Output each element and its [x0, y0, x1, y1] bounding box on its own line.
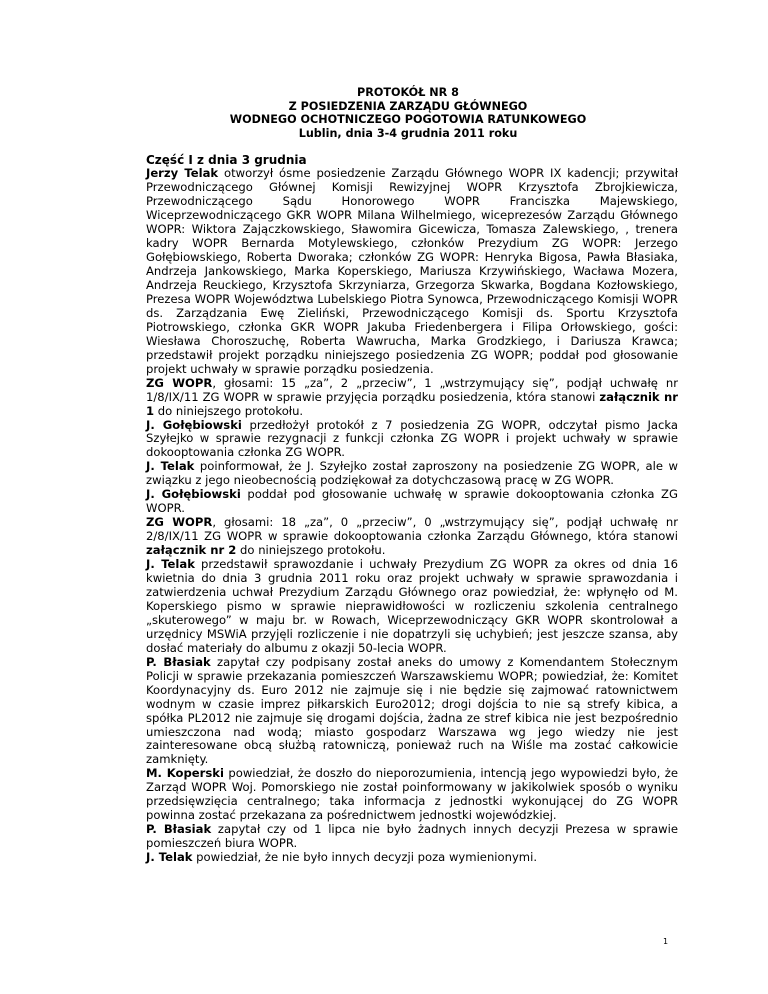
paragraph-2 — [146, 377, 678, 419]
speaker: J. Telak — [146, 557, 195, 572]
speaker: J. Gołębiowski — [146, 417, 242, 432]
title-block — [138, 86, 678, 140]
title-line-3: WODNEGO OCHOTNICZEGO POGOTOWIA RATUNKOWEGO — [229, 113, 587, 127]
paragraph-6 — [146, 516, 678, 558]
paragraph-3 — [146, 419, 678, 461]
speaker: ZG WOPR — [146, 375, 213, 390]
minutes-body — [146, 167, 678, 865]
speaker: ZG WOPR — [146, 515, 213, 530]
title-line-1: PROTOKÓŁ NR 8 — [357, 86, 459, 99]
paragraph-text: przedstawił sprawozdanie i uchwały Prezydium ZG WOPR za okres od dnia 16 kwietnia do dnia 3 grudnia 2011 roku oraz projekt uchwały w sprawie sprawozdania i zatwierdzenia uchwał Prezydium Zarządu Głównego oraz powiedział, że: wpłynęło od M. Koperskiego pismo w sprawie nieprawidłowości w rozliczeniu szkolenia centralnego „skuterowego” w maju br. w Rowach, Wiceprzewodniczący GKR WOPR skontrolował a urzędnicy MSWiA przyjęli rozliczenie i nie dopatrzyli się uchybień; jest jeszcze szansa, aby dosłać materiały do albumu z okazji 50-lecia WOPR. — [146, 557, 678, 655]
paragraph-text: otworzył ósme posiedzenie Zarządu Głównego WOPR IX kadencji; przywitał Przewodniczącego Głównej Komisji Rewizyjnej WOPR Krzysztofa Zbrojkiewicza, Przewodniczącego Sądu Honorowego WOPR Franciszka Majewskiego, Wiceprzewodniczącego GKR WOPR Milana Wilhelmiego, wiceprezesów Zarządu Głównego WOPR: Wiktora Zajączkowskiego, Sławomira Gicewicza, Tomasza Zalewskiego, , trenera kadry WOPR Bernarda Motylewskiego, członków Prezydium ZG WOPR: Jerzego Gołębiowskiego, Roberta Dworaka; członków ZG WOPR: Henryka Bigosa, Pawła Błasiaka, Andrzeja Jankowskiego, Marka Koperskiego, Mariusza Krzywińskiego, Wacława Mozera, Andrzeja Reuckiego, Krzysztofa Skrzyniarza, Grzegorza Skwarka, Bogdana Kozłowskiego, Prezesa WOPR Województwa Lubelskiego Piotra Synowca, Przewodniczącego Komisji WOPR ds. Zarządzania Ewę Zieliński, Przewodniczącego Komisji ds. Sportu Krzysztofa Piotrowskiego, członka GKR WOPR Jakuba Friedenbergera i Filipa Orłowskiego, gości: Wiesława Choroszuchę, Roberta Wawrucha, Marka Grodzkiego, i Dariusza Krawca; przedstawił projekt porządku niniejszego posiedzenia ZG WOPR; poddał pod głosowanie projekt uchwały w sprawie porządku posiedzenia. — [146, 166, 678, 376]
paragraph-text: powiedział, że nie było innych decyzji poza wymienionymi. — [192, 850, 538, 865]
speaker: J. Telak — [146, 850, 193, 865]
paragraph-text: zapytał czy od 1 lipca nie było żadnych innych decyzji Prezesa w sprawie pomieszczeń biura WOPR. — [146, 822, 678, 851]
paragraph-text: poddał pod głosowanie uchwałę w sprawie dokooptowania członka ZG WOPR. — [146, 487, 678, 516]
paragraph-tail: do niniejszego protokołu. — [236, 543, 386, 558]
paragraph-text: , głosami: 18 „za”, 0 „przeciw”, 0 „wstrzymujący się”, podjął uchwałę nr 2/8/IX/11 ZG WOPR w sprawie dokooptowania członka Zarządu Głównego, która stanowi — [146, 515, 678, 544]
paragraph-text: poinformował, że J. Szyłejko został zaproszony na posiedzenie ZG WOPR, ale w związku z jego nieobecnością podziękował za dotychczasową pracę w ZG WOPR. — [146, 459, 678, 488]
paragraph-4 — [146, 460, 678, 488]
speaker: Jerzy Telak — [146, 166, 219, 181]
attachment-ref: załącznik nr 1 — [146, 389, 678, 418]
paragraph-text: przedłożył protokół z 7 posiedzenia ZG WOPR, odczytał pismo Jacka Szyłejko w sprawie rezygnacji z funkcji członka ZG WOPR i projekt uchwały w sprawie dokooptowania członka ZG WOPR. — [146, 417, 679, 460]
page-number: 1 — [663, 937, 669, 946]
speaker: P. Błasiak — [146, 654, 211, 669]
paragraph-5 — [146, 488, 678, 516]
title-line-2: Z POSIEDZENIA ZARZĄDU GŁÓWNEGO — [288, 99, 528, 113]
speaker: P. Błasiak — [146, 822, 212, 837]
section-heading: Część I z dnia 3 grudnia — [146, 153, 307, 168]
paragraph-text: , głosami: 15 „za”, 2 „przeciw”, 1 „wstrzymujący się”, podjął uchwałę nr 1/8/IX/11 ZG WOPR w sprawie przyjęcia porządku posiedzenia, która stanowi — [146, 375, 678, 404]
speaker: M. Koperski — [146, 766, 224, 781]
paragraph-10 — [146, 823, 678, 851]
speaker: J. Gołębiowski — [146, 487, 241, 502]
paragraph-text: zapytał czy podpisany został aneks do umowy z Komendantem Stołecznym Policji w sprawie przekazania pomieszczeń Warszawskiemu WOPR; powiedział, że: Komitet Koordynacyjny ds. Euro 2012 nie zajmuje się i nie będzie się zajmować ratownictwem wodnym w czasie imprez piłkarskich Euro2012; drogi dojścia to nie są strefy kibica, a spółka PL2012 nie zajmuje się drogami dojścia, żadna ze stref kibica nie jest bezpośrednio umieszczona nad wodą; miasto gospodarz Warszawa wg jego wiedzy nie jest zainteresowane obcą służbą ratowniczą, ponieważ ruch na Wiśle ma zostać całkowicie zamknięty. — [146, 654, 678, 767]
title-line-4: Lublin, dnia 3-4 grudnia 2011 roku — [298, 126, 518, 140]
paragraph-7 — [146, 558, 678, 656]
paragraph-11 — [146, 851, 678, 865]
attachment-ref: załącznik nr 2 — [146, 543, 237, 558]
speaker: J. Telak — [146, 459, 195, 474]
paragraph-9 — [146, 767, 678, 823]
paragraph-8 — [146, 656, 678, 768]
paragraph-tail: do niniejszego protokołu. — [154, 403, 304, 418]
paragraph-text: powiedział, że doszło do nieporozumienia, intencją jego wypowiedzi było, że Zarząd WOPR Woj. Pomorskiego nie został poinformowany w jakikolwiek sposób o wyniku przedsięwzięcia centralnego; taka informacja z jednostki wykonującej do ZG WOPR powinna zostać przekazana za pośrednictwem jednostki wojewódzkiej. — [146, 766, 678, 823]
paragraph-1 — [146, 167, 678, 376]
document-page — [146, 86, 678, 865]
